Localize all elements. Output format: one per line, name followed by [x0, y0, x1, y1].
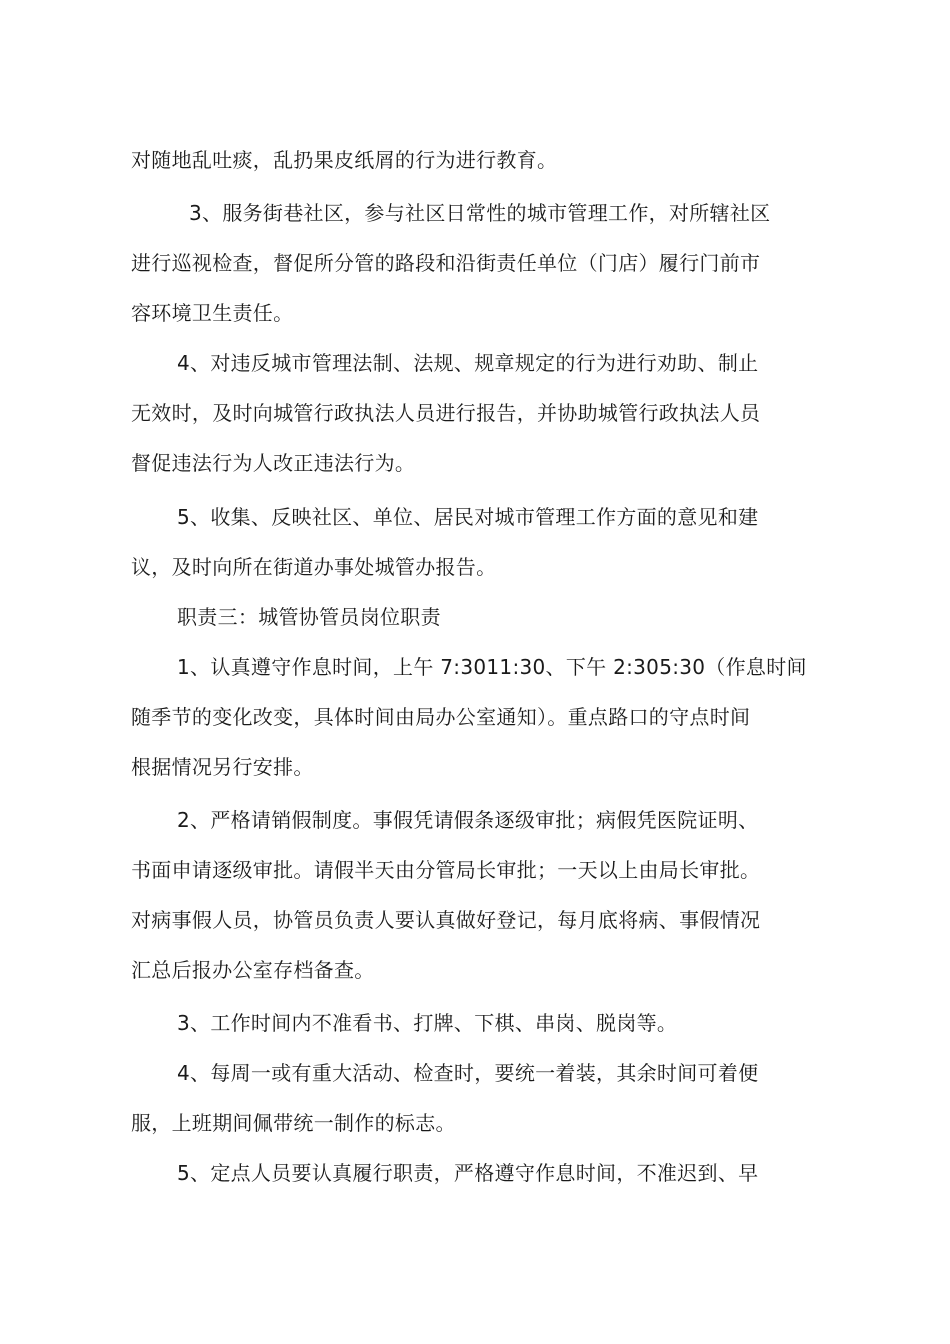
text-line: 4、对违反城市管理法制、法规、规章规定的行为进行劝助、制止: [177, 351, 759, 375]
text-line: 根据情况另行安排。: [131, 755, 314, 779]
text-line: 书面申请逐级审批。请假半天由分管局长审批；一天以上由局长审批。: [131, 858, 761, 882]
text-line: 议，及时向所在街道办事处城管办报告。: [131, 555, 497, 579]
section-heading: 职责三：城管协管员岗位职责: [177, 605, 441, 629]
text-line: 5、收集、反映社区、单位、居民对城市管理工作方面的意见和建: [177, 505, 759, 529]
text-line: 4、每周一或有重大活动、检查时，要统一着装，其余时间可着便: [177, 1061, 759, 1085]
text-line: 对随地乱吐痰，乱扔果皮纸屑的行为进行教育。: [131, 148, 558, 172]
text-line: 汇总后报办公室存档备查。: [131, 958, 375, 982]
text-line: 1、认真遵守作息时间，上午 7:3011:30、下午 2:305:30（作息时间: [177, 655, 807, 679]
text-line: 3、服务街巷社区，参与社区日常性的城市管理工作，对所辖社区: [189, 201, 771, 225]
text-line: 督促违法行为人改正违法行为。: [131, 451, 416, 475]
text-line: 进行巡视检查，督促所分管的路段和沿街责任单位（门店）履行门前市: [131, 251, 761, 275]
text-line: 无效时，及时向城管行政执法人员进行报告，并协助城管行政执法人员: [131, 401, 761, 425]
text-line: 3、工作时间内不准看书、打牌、下棋、串岗、脱岗等。: [177, 1011, 678, 1035]
text-line: 随季节的变化改变，具体时间由局办公室通知）。重点路口的守点时间: [131, 705, 751, 729]
text-line: 对病事假人员，协管员负责人要认真做好登记，每月底将病、事假情况: [131, 908, 761, 932]
text-line: 容环境卫生责任。: [131, 301, 294, 325]
text-line: 服，上班期间佩带统一制作的标志。: [131, 1111, 456, 1135]
text-line: 5、定点人员要认真履行职责，严格遵守作息时间，不准迟到、早: [177, 1161, 759, 1185]
text-line: 2、严格请销假制度。事假凭请假条逐级审批；病假凭医院证明、: [177, 808, 759, 832]
